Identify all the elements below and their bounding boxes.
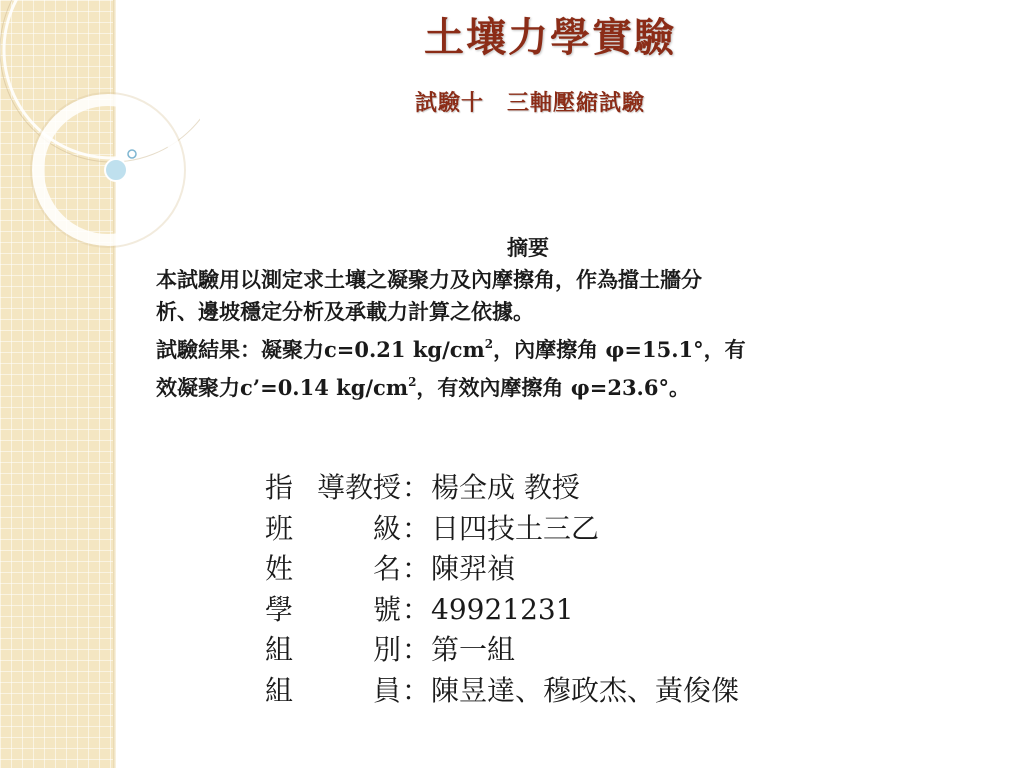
info-block: [265, 468, 739, 711]
info-row-name: [265, 549, 739, 590]
blue-bead: [105, 159, 127, 181]
info-colon: ：: [401, 471, 430, 504]
abstract-line-1: 本試驗用以測定求土壤之凝聚力及內摩擦角，作為擋土牆分: [156, 267, 702, 292]
info-label: 學 號: [265, 592, 401, 626]
info-row-student-id: [265, 590, 739, 631]
info-colon: ：: [401, 511, 430, 545]
unit-superscript: 2: [408, 375, 417, 389]
info-value: 日四技土三乙: [431, 511, 600, 545]
info-value: 楊全成 教授: [431, 471, 580, 504]
info-label: 指 導教授: [265, 471, 401, 504]
page-title: 土壤力學實驗: [424, 14, 676, 61]
result-cohesion-text: 試驗結果：凝聚力c=0.21 kg/cm: [156, 337, 485, 362]
info-row-group: [265, 630, 739, 671]
info-row-class: [265, 509, 739, 550]
info-row-advisor: [265, 468, 739, 509]
info-colon: ：: [401, 592, 430, 626]
info-label: 姓 名: [265, 552, 401, 585]
unit-superscript: 2: [484, 337, 494, 351]
decorative-rings: [0, 0, 200, 260]
abstract-line-2: 析、邊坡穩定分析及承載力計算之依據。: [156, 299, 534, 324]
info-value: 陳昱達、穆政杰、黃俊傑: [431, 673, 740, 707]
info-label: 組 別: [265, 633, 401, 666]
result-friction-text: ，內摩擦角 φ=15.1°，有: [493, 337, 746, 362]
info-colon: ：: [401, 673, 430, 707]
info-value: 49921231: [431, 592, 574, 626]
abstract-section: [156, 232, 900, 404]
info-value: 第一組: [431, 633, 516, 666]
abstract-heading: 摘要: [507, 235, 549, 260]
info-value: 陳羿禎: [431, 552, 516, 585]
result-effective-cohesion-text: 效凝聚力c’=0.14 kg/cm: [156, 375, 409, 400]
info-label: 組 員: [265, 673, 401, 707]
small-bead: [128, 150, 136, 158]
info-row-members: [265, 671, 739, 712]
info-colon: ：: [401, 633, 430, 666]
page-subtitle: 試驗十 三軸壓縮試驗: [414, 90, 645, 116]
info-label: 班 級: [265, 511, 401, 545]
result-effective-friction-text: ，有效內摩擦角 φ=23.6°。: [416, 375, 690, 400]
abstract-line-3: [156, 328, 900, 366]
info-colon: ：: [401, 552, 430, 585]
abstract-line-4: [156, 366, 900, 404]
